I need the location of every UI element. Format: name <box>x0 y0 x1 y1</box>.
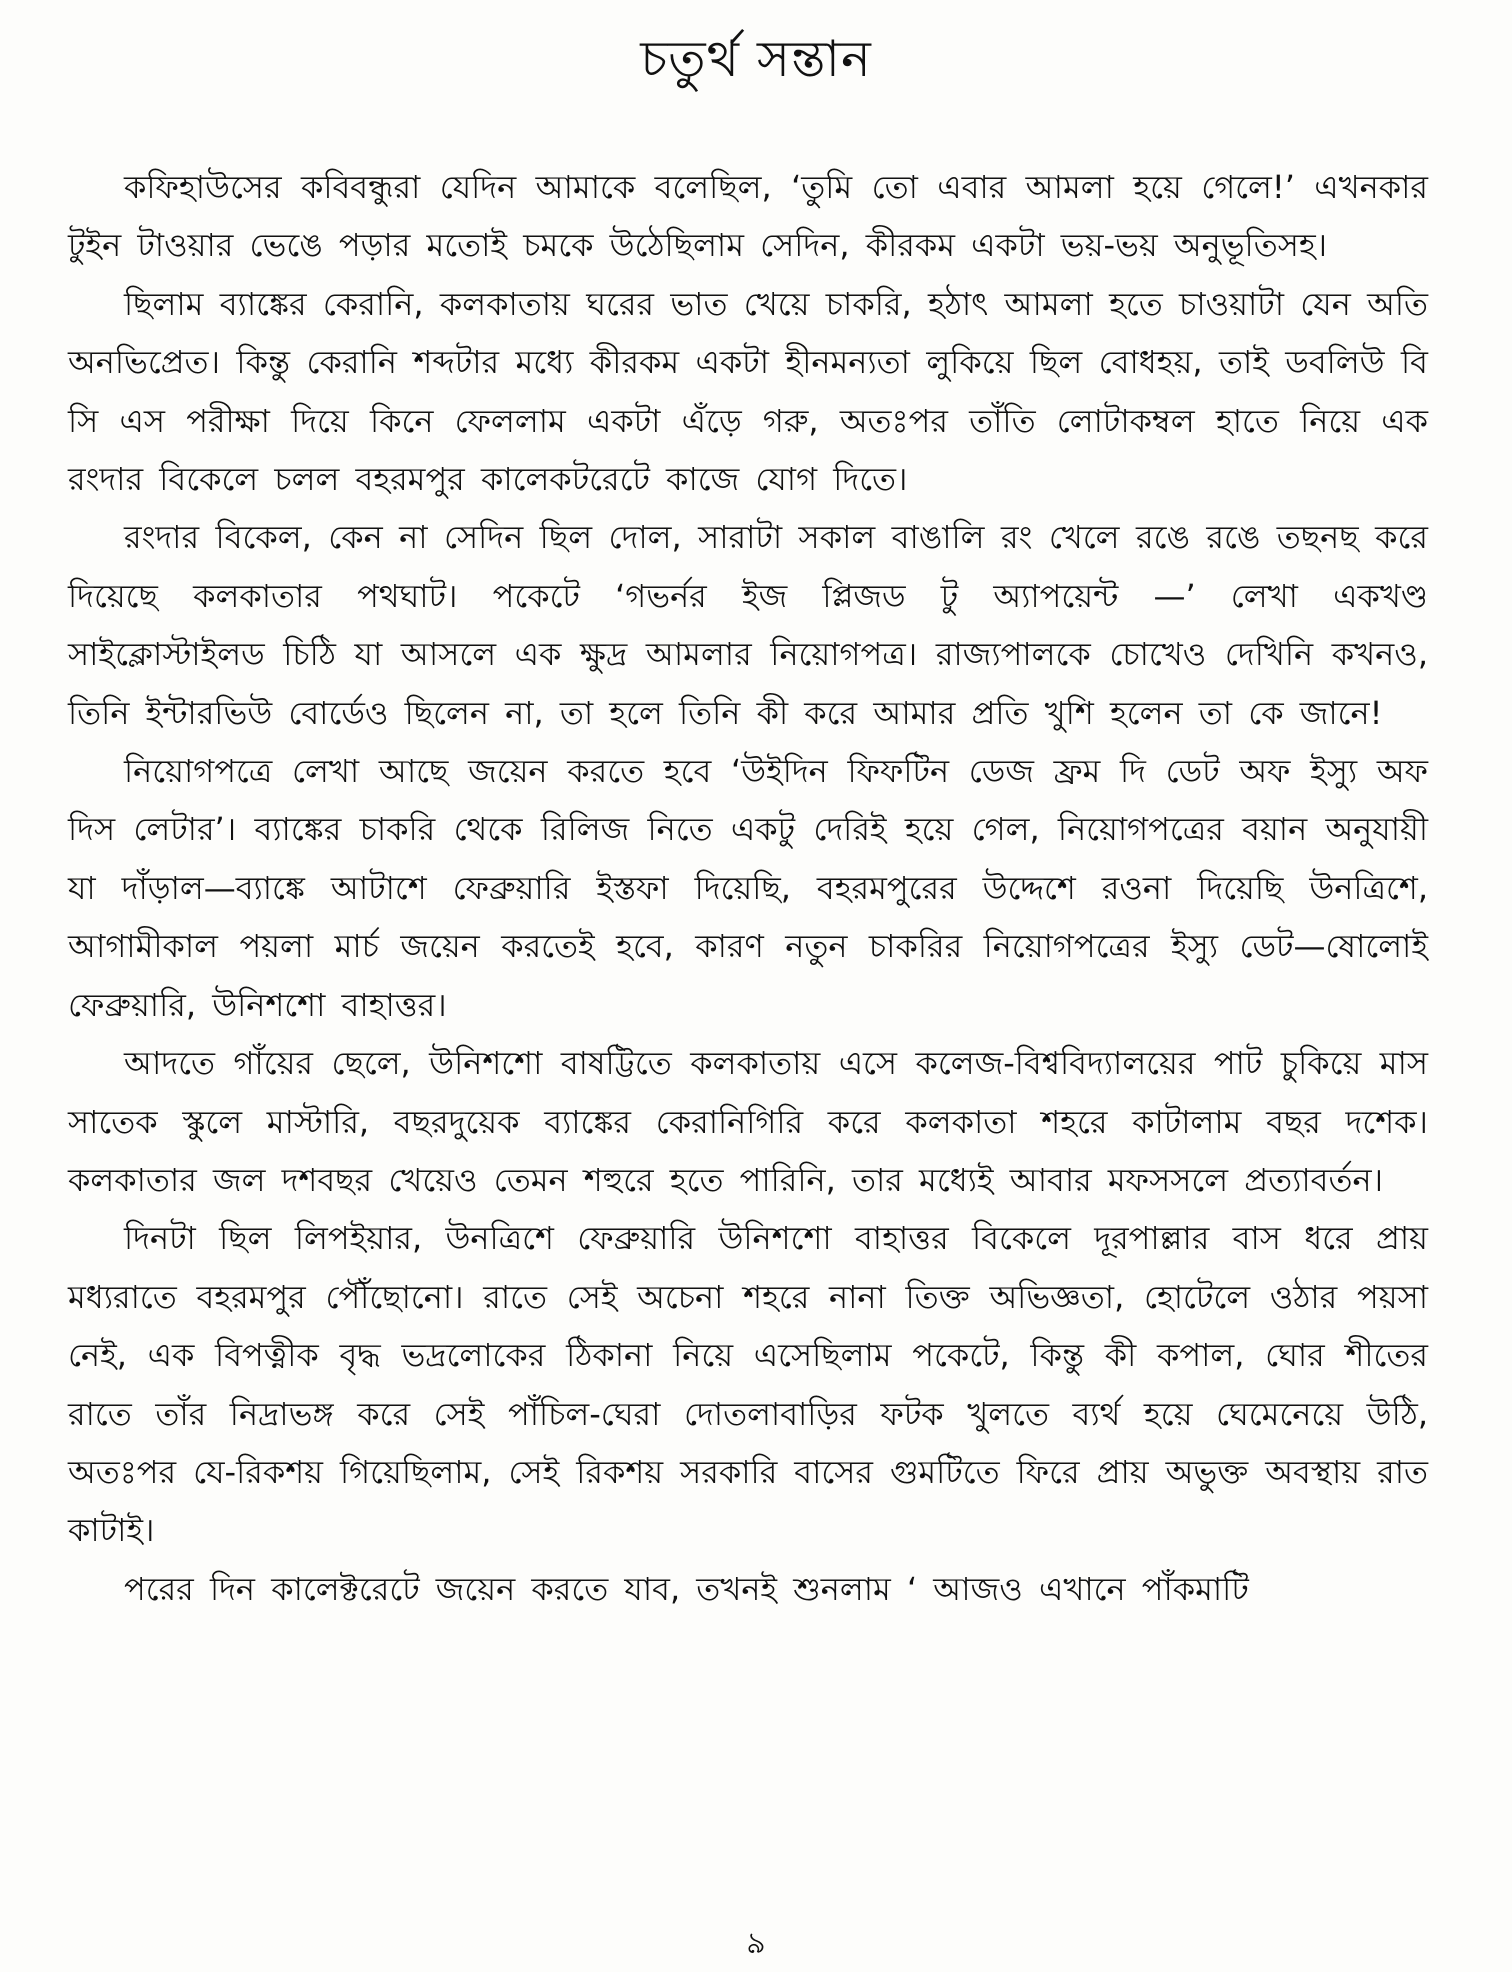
paragraph <box>68 275 1428 509</box>
paragraph-text: নিয়োগপত্রে লেখা আছে জয়েন করতে হবে ‘উইদিন ফিফটিন ডেজ ফ্রম দি ডেট অফ ইস্যু অফ দিস লেটার’। ব্যাঙ্কের চাকরি থেকে রিলিজ নিতে একটু দেরিই হয়ে গেল, নিয়োগপত্রের বয়ান অনুযায়ী যা দাঁড়াল—ব্যাঙ্কে আটাশে ফেব্রুয়ারি ইস্তফা দিয়েছি, বহরমপুরের উদ্দেশে রওনা দিয়েছি উনত্রিশে, আগামীকাল পয়লা মার্চ জয়েন করতেই হবে, কারণ নতুন চাকরির নিয়োগপত্রের ইস্যু ডেট—ষোলোই ফেব্রুয়ারি, উনিশশো বাহাত্তর। <box>68 752 1428 1024</box>
paragraph-text: রংদার বিকেল, কেন না সেদিন ছিল দোল, সারাটা সকাল বাঙালি রং খেলে রঙে রঙে তছনছ করে দিয়েছে কলকাতার পথঘাট। পকেটে ‘গভর্নর ইজ প্লিজড টু অ্যাপয়েন্ট —’ লেখা একখণ্ড সাইক্লোস্টাইলড চিঠি যা আসলে এক ক্ষুদ্র আমলার নিয়োগপত্র। রাজ্যপালকে চোখেও দেখিনি কখনও, তিনি ইন্টারভিউ বোর্ডেও ছিলেন না, তা হলে তিনি কী করে আমার প্রতি খুশি হলেন তা কে জানে! <box>68 518 1428 732</box>
paragraph <box>68 742 1428 1034</box>
paragraph <box>68 508 1428 742</box>
page-number: ৯ <box>746 1926 766 1961</box>
paragraph-text: ছিলাম ব্যাঙ্কের কেরানি, কলকাতায় ঘরের ভাত খেয়ে চাকরি, হঠাৎ আমলা হতে চাওয়াটা যেন অতি অনভিপ্রেত। কিন্তু কেরানি শব্দটার মধ্যে কীরকম একটা হীনমন্যতা লুকিয়ে ছিল বোধহয়, তাই ডবলিউ বি সি এস পরীক্ষা দিয়ে কিনে ফেললাম একটা এঁড়ে গরু, অতঃপর তাঁতি লোটাকম্বল হাতে নিয়ে এক রংদার বিকেলে চলল বহরমপুর কালেকটরেটে কাজে যোগ দিতে। <box>68 284 1428 499</box>
paragraph-text: কফিহাউসের কবিবন্ধুরা যেদিন আমাকে বলেছিল, ‘তুমি তো এবার আমলা হয়ে গেলে!’ এখনকার টুইন টাওয়ার ভেঙে পড়ার মতোই চমকে উঠেছিলাম সেদিন, কীরকম একটা ভয়-ভয় অনুভূতিসহ। <box>68 168 1428 265</box>
paragraph-text: দিনটা ছিল লিপইয়ার, উনত্রিশে ফেব্রুয়ারি উনিশশো বাহাত্তর বিকেলে দূরপাল্লার বাস ধরে প্রায় মধ্যরাতে বহরমপুর পৌঁছোনো। রাতে সেই অচেনা শহরে নানা তিক্ত অভিজ্ঞতা, হোটেলে ওঠার পয়সা নেই, এক বিপত্নীক বৃদ্ধ ভদ্রলোকের ঠিকানা নিয়ে এসেছিলাম পকেটে, কিন্তু কী কপাল, ঘোর শীতের রাতে তাঁর নিদ্রাভঙ্গ করে সেই পাঁচিল-ঘেরা দোতলাবাড়ির ফটক খুলতে ব্যর্থ হয়ে ঘেমেনেয়ে উঠি, অতঃপর যে-রিকশয় গিয়েছিলাম, সেই রিকশয় সরকারি বাসের গুমটিতে ফিরে প্রায় অভুক্ত অবস্থায় রাত কাটাই। <box>68 1219 1428 1550</box>
paragraph-text: পরের দিন কালেক্টরেটে জয়েন করতে যাব, তখনই শুনলাম ‘ আজও এখানে পাঁকমাটি <box>124 1569 1249 1608</box>
chapter-body <box>68 158 1428 1618</box>
chapter-title: চতুর্থ সন্তান <box>640 30 872 88</box>
paragraph <box>68 1560 1428 1618</box>
paragraph <box>68 1209 1428 1559</box>
paragraph-text: আদতে গাঁয়ের ছেলে, উনিশশো বাষট্টিতে কলকাতায় এসে কলেজ-বিশ্ববিদ্যালয়ের পাট চুকিয়ে মাস সাতেক স্কুলে মাস্টারি, বছরদুয়েক ব্যাঙ্কের কেরানিগিরি করে কলকাতা শহরে কাটালাম বছর দশেক। কলকাতার জল দশবছর খেয়েও তেমন শহুরে হতে পারিনি, তার মধ্যেই আবার মফসসলে প্রত্যাবর্তন। <box>68 1044 1428 1199</box>
paragraph <box>68 158 1428 275</box>
paragraph <box>68 1034 1428 1209</box>
